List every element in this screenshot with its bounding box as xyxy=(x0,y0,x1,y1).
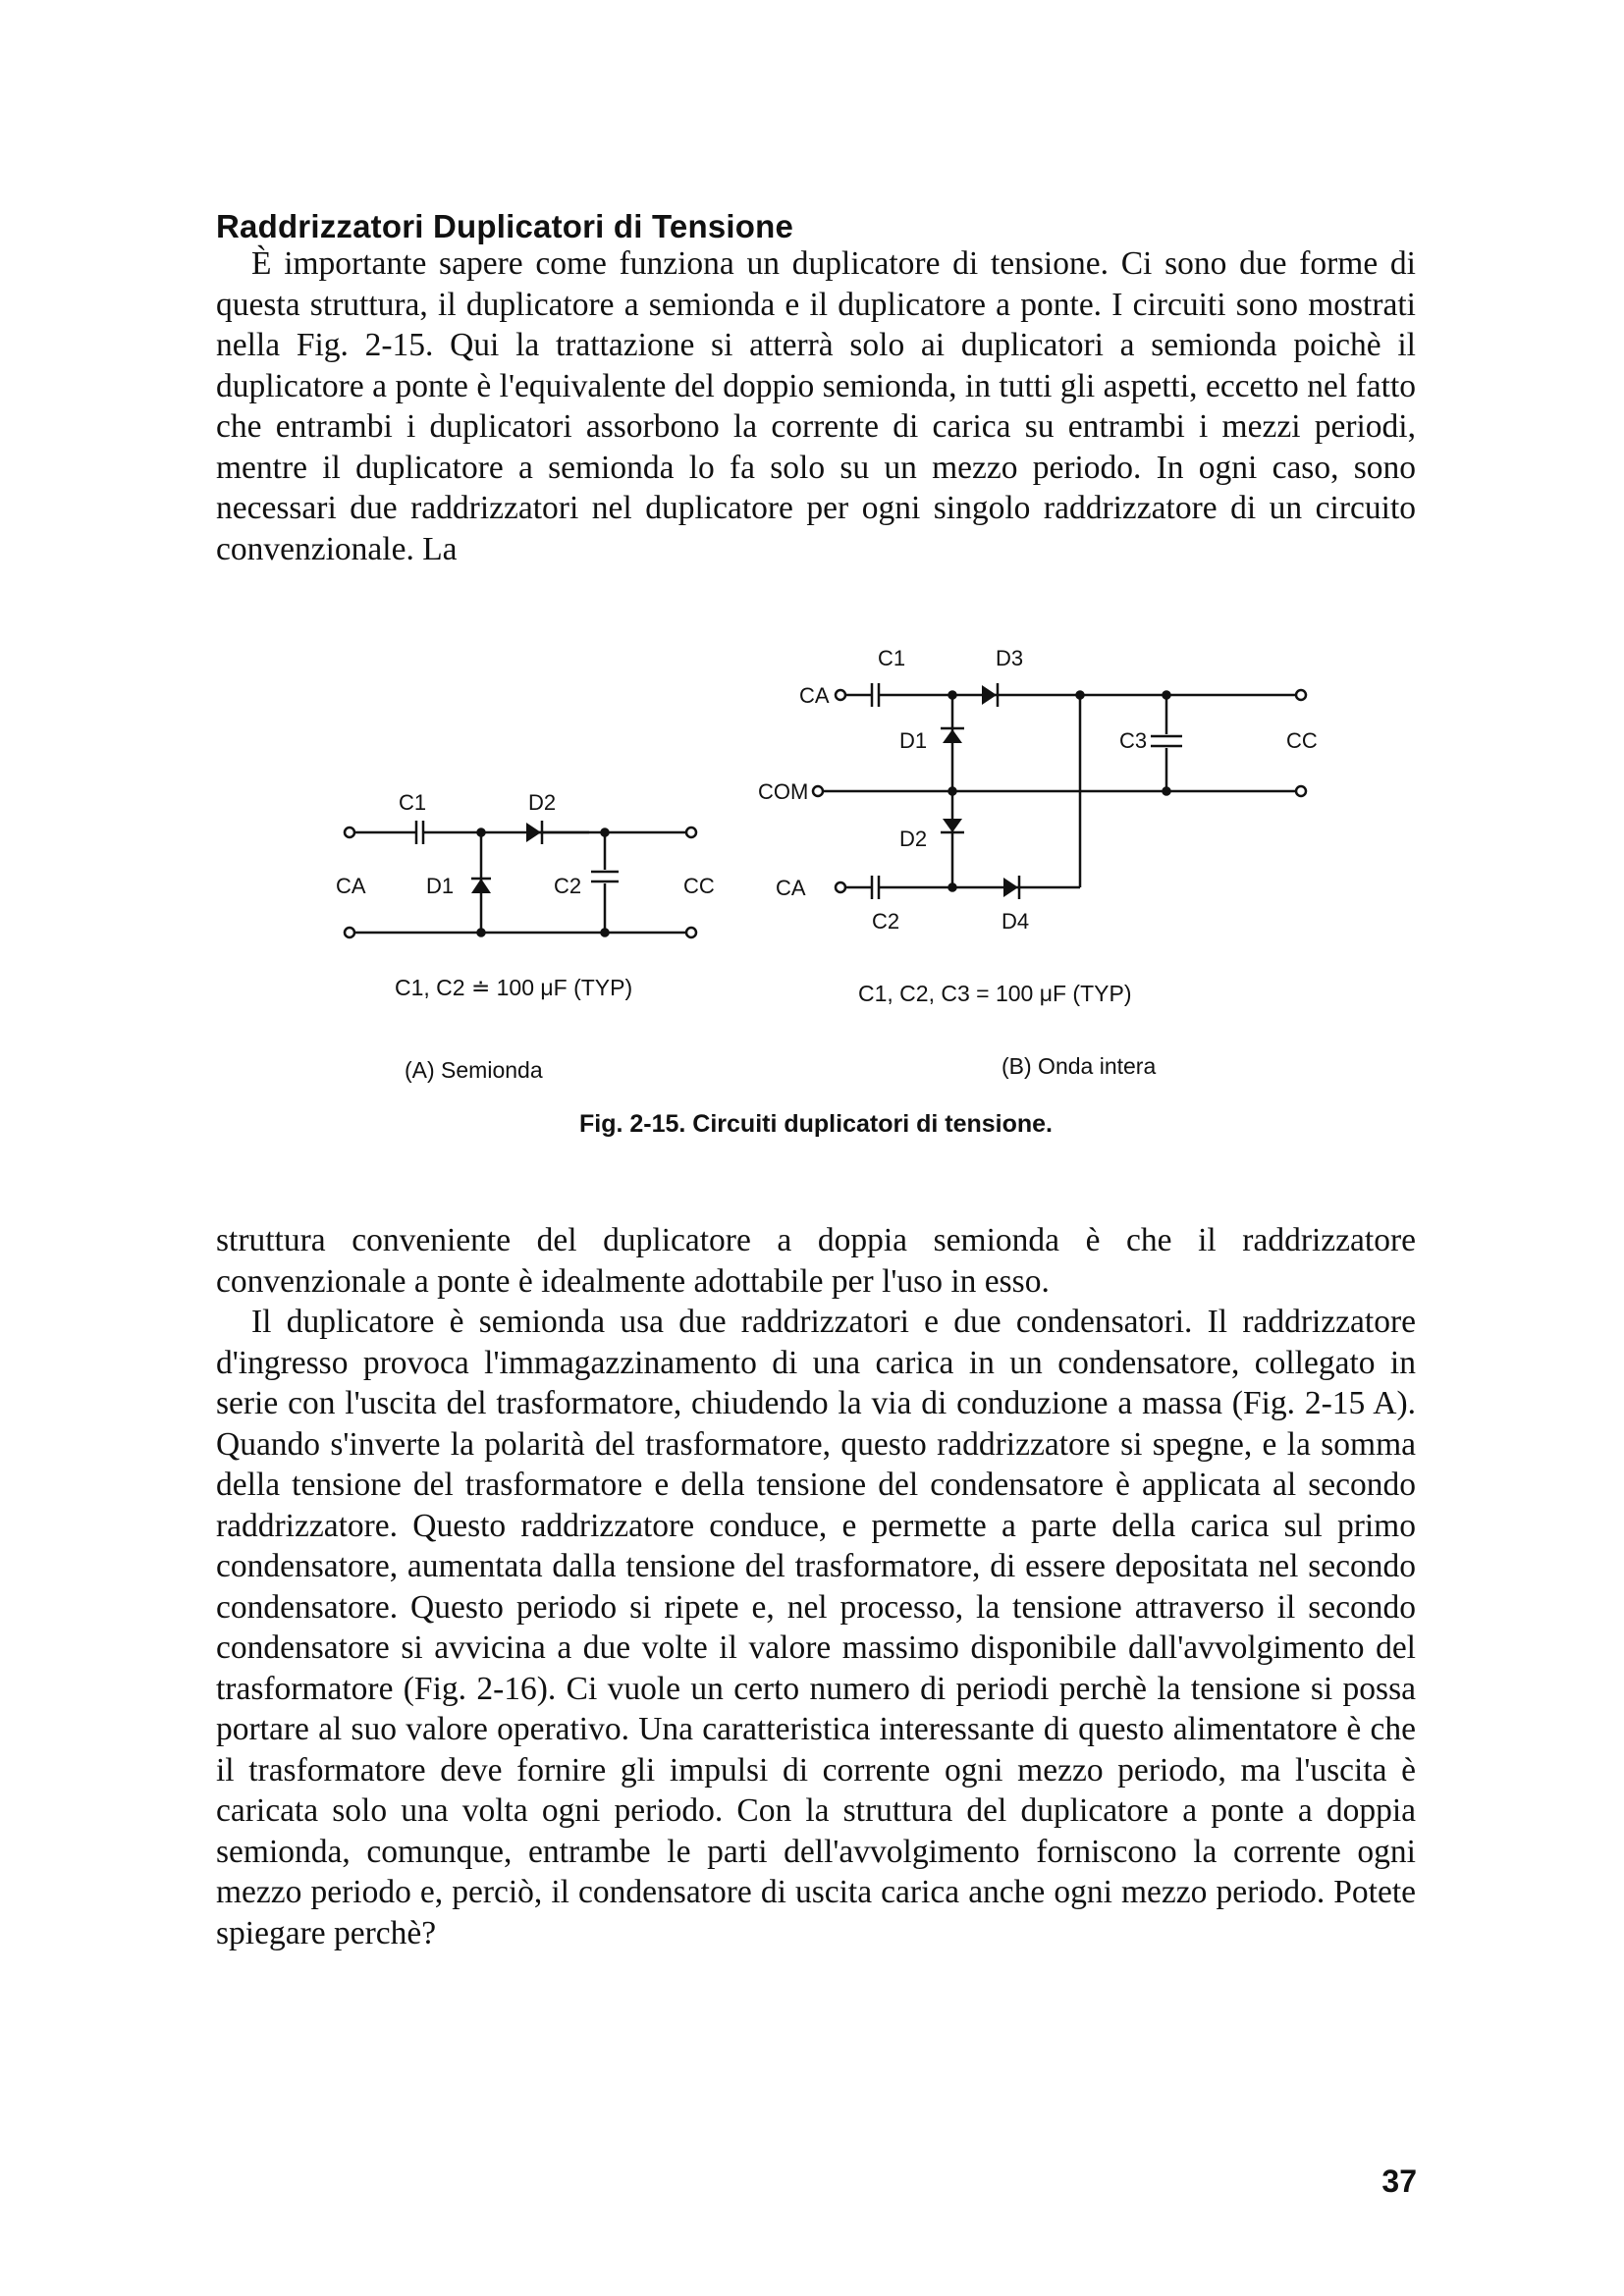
page-number: 37 xyxy=(1381,2163,1417,2199)
a-label-c1: C1 xyxy=(399,790,427,815)
b-label-ca-bottom: CA xyxy=(776,876,806,900)
a-label-d2: D2 xyxy=(528,790,557,815)
b-label-cc: CC xyxy=(1286,728,1318,753)
paragraph-1-text: È importante sapere come funziona un duplicatore di tensione. Ci sono due forme di questa struttura, il duplicatore a semionda e il duplicatore a ponte. I circuiti sono mostrati nella Fig. 2-15. Qui la trattazione si atterrà solo ai duplicatori a semionda poichè il duplicatore a ponte è l'equivalente del doppio semionda, in tutti gli aspetti, eccetto nel fatto che entrambi i duplicatori assorbono la corrente di carica su entrambi i mezzi periodi, mentre il duplicatore a semionda lo fa solo su un mezzo periodo. In ogni caso, sono necessari due raddrizzatori nel duplicatore per ogni singolo raddrizzatore di un circuito convenzionale. La xyxy=(216,245,1416,567)
section-heading: Raddrizzatori Duplicatori di Tensione xyxy=(216,208,794,244)
diode-b-d1 xyxy=(943,729,962,743)
a-label-ca: CA xyxy=(336,874,366,898)
paragraph-1 xyxy=(216,243,1416,569)
a-label-d1: D1 xyxy=(426,874,455,898)
b-caption: (B) Onda intera xyxy=(1001,1053,1157,1079)
diode-b-d4 xyxy=(1003,878,1018,897)
b-label-com: COM xyxy=(758,779,809,804)
b-values: C1, C2, C3 = 100 μF (TYP) xyxy=(858,981,1132,1006)
paragraph-3-text: Il duplicatore è semionda usa due raddrizzatori e due condensatori. Il raddrizzatore d'ingresso provoca l'immagazzinamento di una carica in un condensatore, collegato in serie con l'uscita del trasformatore, chiudendo la via di conduzione a massa (Fig. 2-15 A). Quando s'inverte la polarità del trasformatore, questo raddrizzatore si spegne, e la somma della tensione del trasformatore e della tensione del condensatore è applicata al secondo raddrizzatore. Questo raddrizzatore conduce, e permette a parte della carica sul primo condensatore, aumentata dalla tensione del trasformatore, di essere depositata nel secondo condensatore. Questo periodo si ripete e, nel processo, la tensione attraverso il secondo condensatore si avvicina a due volte il valore massimo disponibile dall'avvolgimento del trasformatore (Fig. 2-16). Ci vuole un certo numero di periodi perchè la tensione si possa portare al suo valore operativo. Una caratteristica interessante di questo alimentatore è che il trasformatore deve fornire gli impulsi di corrente ogni mezzo periodo, ma l'uscita è caricata solo una volta ogni periodo. Con la struttura del duplicatore a ponte a doppia semionda, comunque, entrambe le parti dell'avvolgimento forniscono la corrente ogni mezzo periodo e, perciò, il condensatore di uscita carica anche ogni mezzo periodo. Potete spiegare perchè? xyxy=(216,1304,1416,1951)
circuit-b-diagram xyxy=(813,683,1306,899)
b-label-d4: D4 xyxy=(1001,909,1030,934)
b-label-d2: D2 xyxy=(899,827,928,851)
diode-b-d3 xyxy=(982,685,997,705)
circuit-a-diagram xyxy=(345,821,696,937)
diode-a-d2 xyxy=(526,823,541,842)
a-caption: (A) Semionda xyxy=(405,1057,543,1083)
figure-caption: Fig. 2-15. Circuiti duplicatori di tensione. xyxy=(578,1110,1053,1138)
b-label-d3: D3 xyxy=(996,646,1024,670)
b-label-c3: C3 xyxy=(1119,728,1148,753)
b-label-c2: C2 xyxy=(872,909,900,934)
a-label-c2: C2 xyxy=(554,874,582,898)
a-label-cc: CC xyxy=(683,874,715,898)
a-values: C1, C2 ≐ 100 μF (TYP) xyxy=(395,975,633,1000)
figure-2-15 xyxy=(314,636,1335,1147)
b-label-d1: D1 xyxy=(899,728,928,753)
diode-b-d2 xyxy=(943,819,962,832)
paragraph-2-text: struttura conveniente del duplicatore a doppia semionda è che il raddrizzatore convenzionale a ponte è idealmente adottabile per l'uso in esso. xyxy=(216,1222,1416,1300)
diode-a-d1 xyxy=(471,879,491,893)
b-label-ca-top: CA xyxy=(799,683,830,708)
b-label-c1: C1 xyxy=(878,646,906,670)
paragraph-2 xyxy=(216,1220,1416,1953)
